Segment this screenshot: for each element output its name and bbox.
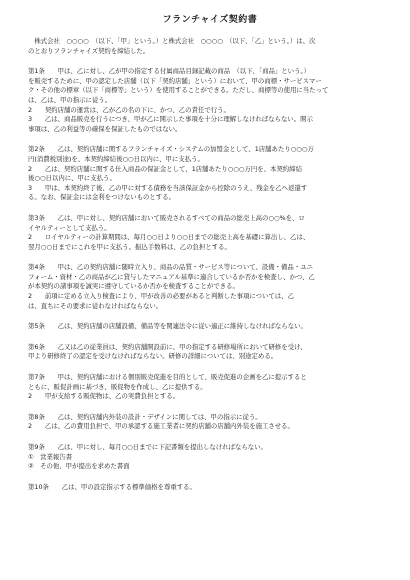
article-line: 3 甲は、本契約終了後、乙の甲に対する債務を当該保証金から控除のうえ、残金を乙へ返還す	[28, 183, 308, 192]
article-line: 円(消費税別途)を、本契約締結後○○日以内に、甲に支払う。	[28, 154, 204, 163]
article-line: ② その他、甲が提出を求めた書面	[28, 462, 130, 471]
article-line: 事項は、乙の利益等の確保を保証したものではない。	[28, 124, 182, 133]
article-line: 3 乙は、商品販売を行うにつき、甲が乙に開示した事項を十分に理解しなければならない。開示	[28, 115, 313, 124]
article-line: 2 甲が支給する販促物は、乙の実費負担とする。	[28, 392, 180, 401]
article-line: 2 乙は、契約店舗に関する仕入商品の保証金として、1店舗あたり○○○万円を、本契約締結	[28, 164, 302, 173]
article-line: 後○○日以内に、甲に支払う。	[28, 174, 116, 183]
article-5	[28, 322, 392, 332]
article-line: フォーム・資材・乙の商品が乙に貸与したマニュアル基準に適合しているか否かを検査し、かつ、乙	[28, 272, 315, 281]
article-line: 第4条 甲は、乙の契約店舗に随時立入り、商品の品質・サービス等について、設備・備品・ユニ	[28, 263, 313, 272]
article-2	[28, 145, 392, 203]
article-10	[28, 483, 392, 493]
article-line: 第2条 乙は、契約店舗に関するフランチャイズ・システムの加盟金として、1店舗あたり○○○万	[28, 145, 314, 154]
article-line: は、直ちにその要求に従わなければならない。	[28, 301, 163, 310]
article-line: 第6条 乙又は乙の従業員は、契約店舗開設前に、甲の指定する研修場所において研修を受け、	[28, 342, 307, 351]
article-line: イヤルティーとして支払う。	[28, 223, 111, 232]
article-8	[28, 413, 392, 432]
article-9	[28, 443, 392, 472]
article-line: 第7条 甲は、契約店舗における個別販売促進を目的として、販売促進の企画を乙に提示すると	[28, 373, 307, 382]
article-6	[28, 343, 392, 362]
article-line: は、乙は、甲の指示に従う。	[28, 95, 112, 104]
article-line: 2 契約店舗の運営は、乙が乙の名の下に、かつ、乙の責任で行う。	[28, 105, 230, 114]
article-line: 翌月○○日までにこれを甲に支払う。振込手数料は、乙の負担とする。	[28, 242, 231, 251]
article-7	[28, 373, 392, 402]
article-line: を販売するために、甲の認定した店舗（以下「契約店舗」という）において、甲の商標・サービスマー	[28, 76, 322, 85]
article-line: 第5条 乙は、契約店舗の店舗設備、備品等を関連法令に従い適正に維持しなければならない。	[28, 322, 307, 331]
article-line: 第1条 甲は、乙に対し、乙が甲の指定する付属商品目録記載の商品 （以下、「商品」という。）	[28, 67, 311, 76]
article-4	[28, 263, 392, 311]
document-title: フランチャイズ契約書	[162, 15, 258, 25]
article-line: 第3条 乙は、甲に対し、契約店舗において販売されるすべての商品の総売上高の○○%を、ロ	[28, 213, 305, 222]
article-line: る。なお、保証金には金利をつけないものとする。	[28, 193, 175, 202]
article-line: 第9条 乙は、甲に対し、毎月○○日までに下記書類を提出しなければならない。	[28, 443, 267, 451]
article-line: ① 営業報告書	[28, 452, 73, 461]
article-line: が本契約の諸事項を誠実に遵守しているか否かを検査することができる。	[28, 282, 239, 291]
article-line: ともに、販促計画に基づき、販促物を作成し、乙に提供する。	[28, 382, 207, 391]
article-line: 2 前項に定める立入り検査により、甲が改善の必要があると判断した事項については、乙	[28, 292, 294, 301]
article-line: 第8条 乙は、契約店舗内外装の設計・デザインに関しては、甲の指示に従う。	[28, 412, 262, 421]
article-1	[28, 67, 392, 134]
article-line: 2 ロイヤルティーの計算期間は、毎月○○日より○○日までの総売上高を基礎に算出し、乙は、	[28, 233, 310, 242]
article-3	[28, 214, 392, 252]
contract-intro: 株式会社 ○○○○ （以下、「甲」という。）と株式会社 ○○○○ （以下、「乙」という。）は、次 のとおりフランチャイズ契約を締結した。	[28, 37, 316, 55]
article-line: 甲より研修終了の認定を受けなければならない。研修の詳細については、別途定める。	[28, 352, 278, 361]
article-line: 第10条 乙は、甲の設定指示する標準価格を尊重する。	[28, 482, 196, 491]
article-line: ク・その他の標章（以下「商標等」という）を使用することができる。ただし、商標等の使用に当たって	[28, 86, 329, 95]
article-line: 2 乙は、乙の費用負担で、甲の承認する施工業者に契約店舗の店舗内外装を施工させる。	[28, 422, 294, 431]
